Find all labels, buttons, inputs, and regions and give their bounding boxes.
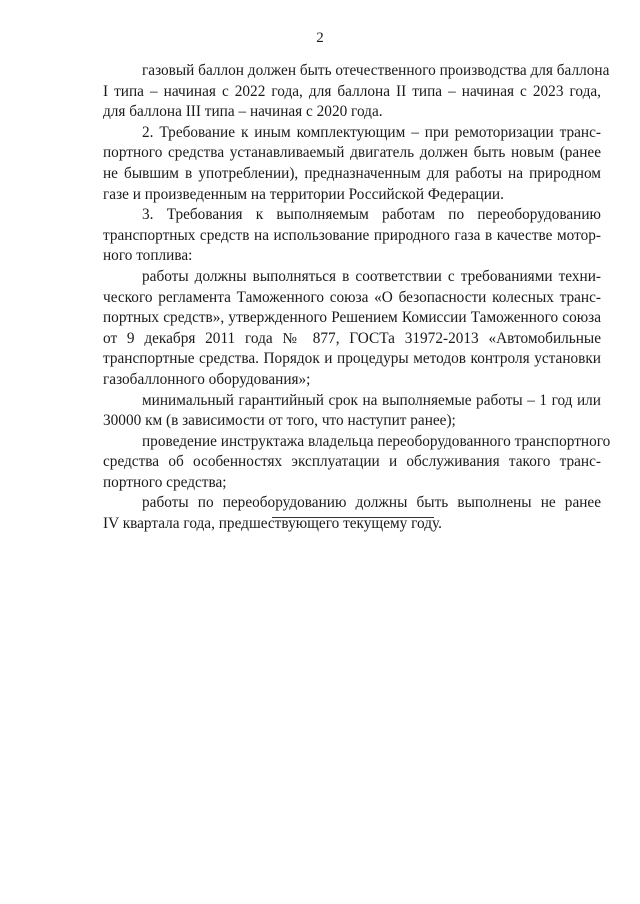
text-line: 30000 км (в зависимости от того, что наступит ранее); [103,412,456,430]
text-line: средства об особенностях эксплуатации и обслуживания такого транс- [103,453,601,471]
page-number: 2 [316,30,324,46]
text-line: работы по переоборудованию должны быть выполнены не ранее [142,494,601,512]
text-line: портных средств», утвержденного Решением Комиссии Таможенного союза [103,309,601,327]
text-line: проведение инструктажа владельца переоборудованного транспортного [142,432,611,450]
text-line: газе и произведенным на территории Российской Федерации. [103,185,504,203]
text-line: не бывшим в употреблении), предназначенным для работы на природном [103,164,601,182]
text-line: портного средства устанавливаемый двигатель должен быть новым (ранее [103,144,601,162]
text-line: для баллона III типа – начиная с 2020 года. [103,103,383,121]
text-line: газобаллонного оборудования»; [103,370,311,388]
text-line: 2. Требование к иным комплектующим – при ремоторизации транс- [142,123,601,141]
text-line: транспортные средства. Порядок и процедуры методов контроля установки [103,350,601,368]
text-line: ческого регламента Таможенного союза «О безопасности колесных транс- [103,288,601,306]
text-line: транспортных средств на использование природного газа в качестве мотор- [103,226,601,244]
text-line: ного топлива: [103,247,193,265]
text-line: минимальный гарантийный срок на выполняемые работы – 1 год или [142,391,601,409]
text-line: I типа – начиная с 2022 года, для баллона II типа – начиная с 2023 года, [103,82,601,100]
text-line: работы должны выполняться в соответствии с требованиями техни- [142,267,601,285]
text-line: портного средства; [103,473,227,491]
text-line: от 9 декабря 2011 года № 877, ГОСТа 31972-2013 «Автомобильные [103,329,601,347]
text-line: газовый баллон должен быть отечественного производства для баллона [142,62,610,79]
text-line: 3. Требования к выполняемым работам по переоборудованию [142,206,601,224]
document-body [103,61,611,535]
end-separator-line [272,517,434,518]
text-line: IV квартала года, предшествующего текущему году. [103,515,442,533]
